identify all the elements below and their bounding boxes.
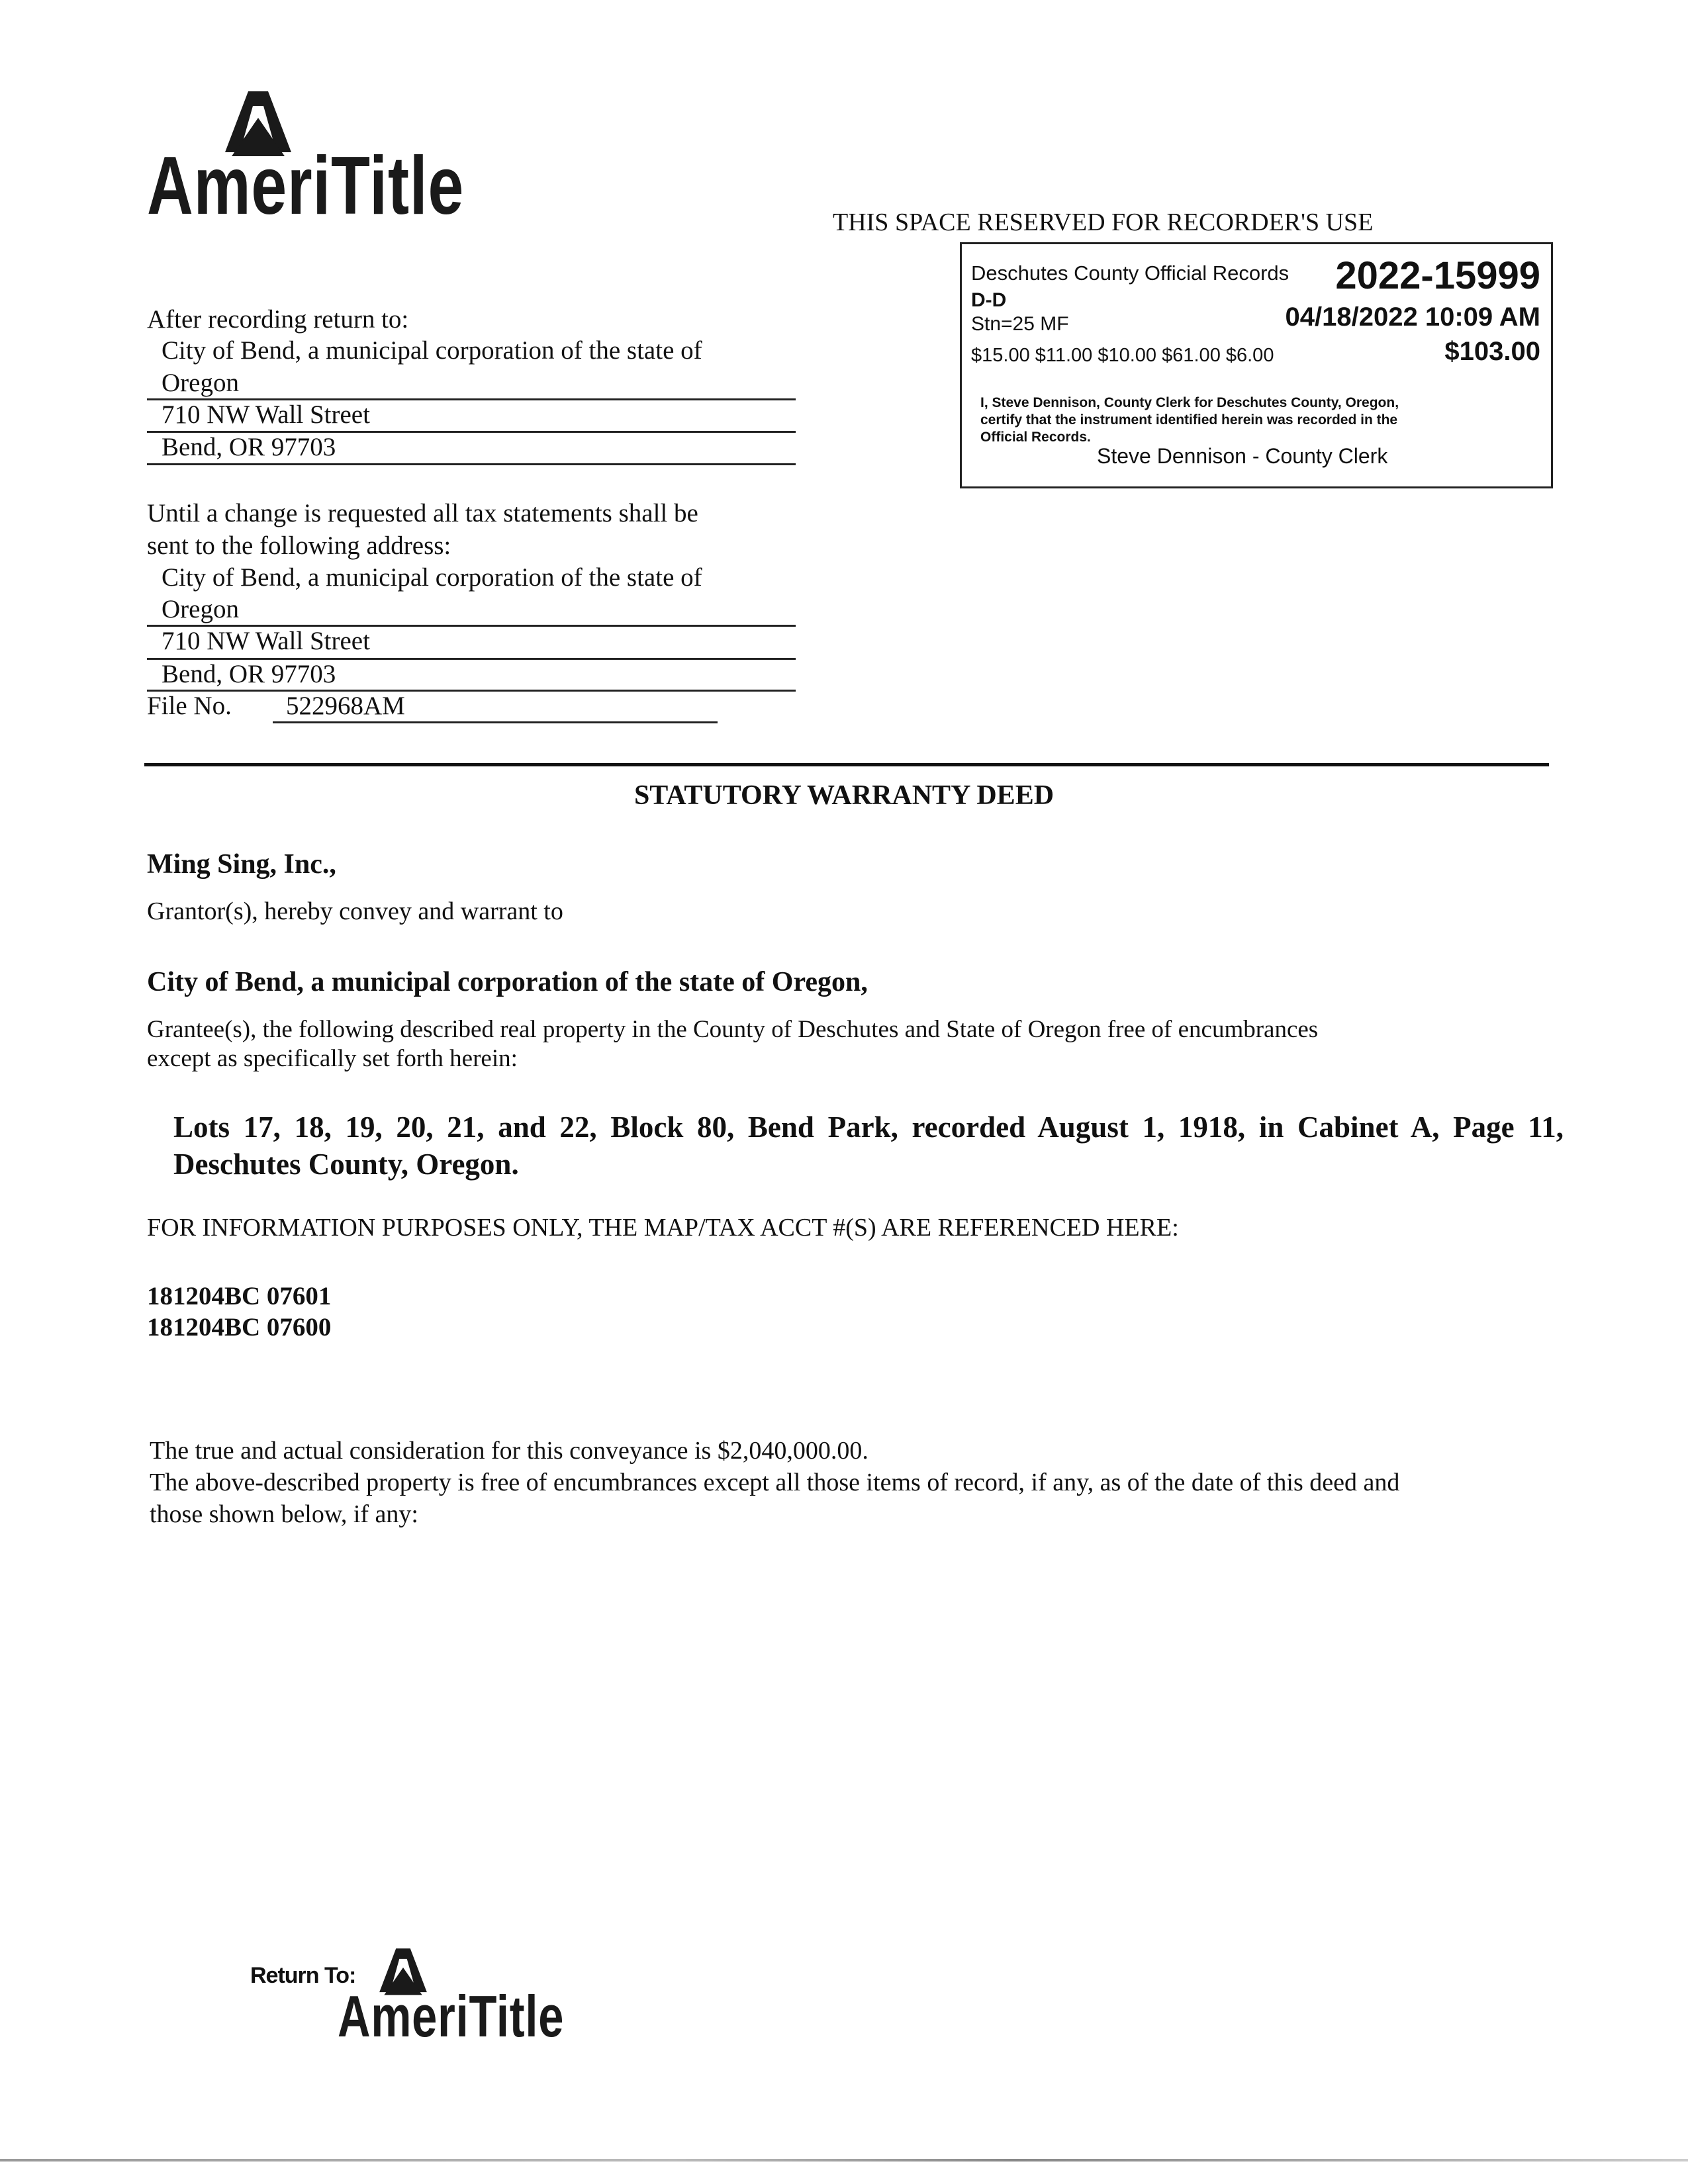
info-purposes-line: FOR INFORMATION PURPOSES ONLY, THE MAP/TAX ACCT #(S) ARE REFERENCED HERE: [147,1214,1179,1242]
grantee-clause-cont: except as specifically set forth herein: [147,1045,518,1072]
ameritile-logo-text: AmeriTitle [338,1983,565,2049]
legal-description: Lots 17, 18, 19, 20, 21, and 22, Block 80, Bend Park, recorded August 1, 1918, in Cabinet A, Page 11, Deschutes County, Oregon. [173,1111,1564,1181]
recording-datetime: 04/18/2022 10:09 AM [1285,302,1540,332]
encumbrance-statement: The above-described property is free of encumbrances except all those items of record, if any, as of the date of this deed and [150,1469,1400,1496]
fee-total: $103.00 [1444,337,1540,366]
return-name-cont: Oregon [162,369,239,397]
tax-account: 181204BC 07601 [147,1282,332,1310]
return-to-label: Return To: [250,1963,356,1988]
tax-label: Until a change is requested all tax statements shall be [147,499,698,527]
document-number: 2022-15999 [1335,254,1540,297]
recorder-space-header: THIS SPACE RESERVED FOR RECORDER'S USE [833,208,1374,236]
return-label: After recording return to: [147,305,409,334]
grantee-name: City of Bend, a municipal corporation of the state of Oregon, [147,967,868,997]
clerk-signature: Steve Dennison - County Clerk [1097,444,1388,468]
file-no-label: File No. [147,692,232,720]
ameritile-logo-text: AmeriTitle [147,140,465,232]
grantee-clause: Grantee(s), the following described real property in the County of Deschutes and State of Oregon free of encumbrances [147,1016,1319,1043]
scan-edge [0,2159,1688,2161]
return-name: City of Bend, a municipal corporation of the state of [162,336,702,365]
tax-account: 181204BC 07600 [147,1313,332,1342]
encumbrance-statement-cont: those shown below, if any: [150,1500,418,1528]
return-street: 710 NW Wall Street [162,400,370,429]
certification-line: certify that the instrument identified herein was recorded in the [980,412,1398,428]
underline [147,463,796,465]
tax-name: City of Bend, a municipal corporation of the state of [162,563,702,592]
section-divider [144,763,1549,766]
underline [273,721,718,723]
return-city: Bend, OR 97703 [162,433,336,461]
tax-name-cont: Oregon [162,595,239,623]
certification-line: Official Records. [980,430,1091,445]
recording-stamp [960,242,1553,488]
grantor-name: Ming Sing, Inc., [147,849,336,880]
consideration-statement: The true and actual consideration for this conveyance is $2,040,000.00. [150,1437,868,1465]
grantor-clause: Grantor(s), hereby convey and warrant to [147,897,563,925]
deed-title: STATUTORY WARRANTY DEED [633,780,1055,811]
tax-street: 710 NW Wall Street [162,627,370,655]
fee-breakdown: $15.00 $11.00 $10.00 $61.00 $6.00 [971,345,1274,366]
station: Stn=25 MF [971,313,1069,335]
underline [147,690,796,692]
certification-line: I, Steve Dennison, County Clerk for Deschutes County, Oregon, [980,395,1399,410]
doc-type: D-D [971,289,1007,311]
file-no: 522968AM [286,692,405,720]
records-label: Deschutes County Official Records [971,261,1289,285]
tax-city: Bend, OR 97703 [162,660,336,688]
tax-label-cont: sent to the following address: [147,531,451,560]
